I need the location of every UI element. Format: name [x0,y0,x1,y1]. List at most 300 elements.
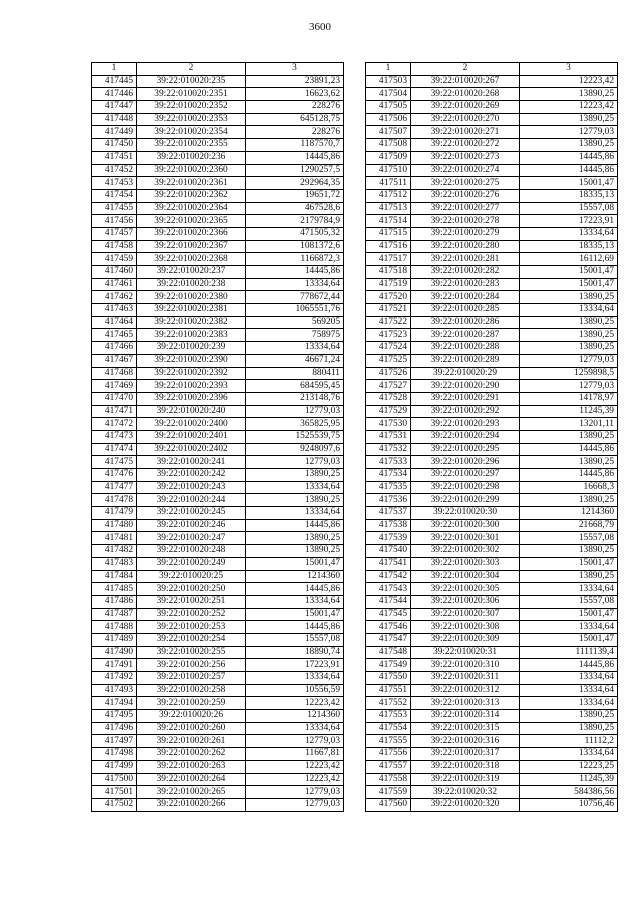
column-header-2: 2 [411,63,520,76]
row-number-cell: 417452 [92,164,137,177]
cadastral-number-cell: 39:22:010020:305 [411,583,520,596]
table-row [366,75,618,88]
table-header-row [366,63,618,76]
row-number-cell: 417485 [92,583,137,596]
row-number-cell: 417480 [92,519,137,532]
table-row [366,456,618,469]
value-cell: 11112,2 [520,735,618,748]
table-row [366,672,618,685]
row-number-cell: 417487 [92,608,137,621]
value-cell: 13890,25 [520,88,618,101]
table-row [92,710,344,723]
cadastral-number-cell: 39:22:010020:286 [411,316,520,329]
row-number-cell: 417524 [366,342,411,355]
cadastral-number-cell: 39:22:010020:258 [137,684,246,697]
cadastral-number-cell: 39:22:010020:316 [411,735,520,748]
table-row [92,583,344,596]
value-cell: 778672,44 [246,291,344,304]
value-cell: 12779,03 [246,405,344,418]
value-cell: 13890,25 [520,342,618,355]
row-number-cell: 417510 [366,164,411,177]
row-number-cell: 417490 [92,646,137,659]
row-number-cell: 417546 [366,621,411,634]
row-number-cell: 417552 [366,697,411,710]
cadastral-number-cell: 39:22:010020:264 [137,773,246,786]
row-number-cell: 417537 [366,507,411,520]
left-table [91,62,344,812]
cadastral-number-cell: 39:22:010020:311 [411,672,520,685]
value-cell: 14445,86 [246,621,344,634]
table-row [366,735,618,748]
cadastral-number-cell: 39:22:010020:276 [411,189,520,202]
value-cell: 1065551,76 [246,304,344,317]
table-row [366,405,618,418]
value-cell: 1214360 [246,710,344,723]
cadastral-number-cell: 39:22:010020:302 [411,545,520,558]
row-number-cell: 417448 [92,113,137,126]
value-cell: 13890,25 [246,469,344,482]
value-cell: 13890,25 [520,722,618,735]
row-number-cell: 417530 [366,418,411,431]
row-number-cell: 417536 [366,494,411,507]
row-number-cell: 417526 [366,367,411,380]
cadastral-number-cell: 39:22:010020:312 [411,684,520,697]
row-number-cell: 417453 [92,177,137,190]
table-row [92,595,344,608]
table-row [92,570,344,583]
row-number-cell: 417514 [366,215,411,228]
value-cell: 14445,86 [246,583,344,596]
table-row [92,684,344,697]
row-number-cell: 417454 [92,189,137,202]
value-cell: 13334,64 [246,342,344,355]
value-cell: 15557,08 [520,532,618,545]
table-row [92,126,344,139]
cadastral-number-cell: 39:22:010020:2383 [137,329,246,342]
cadastral-number-cell: 39:22:010020:239 [137,342,246,355]
table-row [92,164,344,177]
row-number-cell: 417505 [366,101,411,114]
cadastral-number-cell: 39:22:010020:270 [411,113,520,126]
value-cell: 471505,32 [246,227,344,240]
table-row [366,469,618,482]
row-number-cell: 417515 [366,227,411,240]
row-number-cell: 417459 [92,253,137,266]
value-cell: 13334,64 [246,278,344,291]
row-number-cell: 417497 [92,735,137,748]
row-number-cell: 417491 [92,659,137,672]
cadastral-number-cell: 39:22:010020:237 [137,266,246,279]
row-number-cell: 417492 [92,672,137,685]
row-number-cell: 417545 [366,608,411,621]
cadastral-number-cell: 39:22:010020:26 [137,710,246,723]
row-number-cell: 417509 [366,151,411,164]
table-row [366,227,618,240]
row-number-cell: 417523 [366,329,411,342]
value-cell: 12779,03 [246,786,344,799]
cadastral-number-cell: 39:22:010020:2380 [137,291,246,304]
table-row [366,202,618,215]
row-number-cell: 417473 [92,430,137,443]
cadastral-number-cell: 39:22:010020:2361 [137,177,246,190]
value-cell: 13890,25 [520,316,618,329]
table-row [366,722,618,735]
table-row [366,443,618,456]
value-cell: 12223,42 [246,697,344,710]
value-cell: 13334,64 [246,672,344,685]
row-number-cell: 417493 [92,684,137,697]
value-cell: 467528,6 [246,202,344,215]
table-row [366,430,618,443]
cadastral-number-cell: 39:22:010020:29 [411,367,520,380]
cadastral-number-cell: 39:22:010020:296 [411,456,520,469]
row-number-cell: 417451 [92,151,137,164]
value-cell: 12779,03 [520,126,618,139]
value-cell: 12779,03 [520,380,618,393]
row-number-cell: 417479 [92,507,137,520]
table-row [92,240,344,253]
value-cell: 2179784,9 [246,215,344,228]
table-row [366,278,618,291]
row-number-cell: 417520 [366,291,411,304]
row-number-cell: 417468 [92,367,137,380]
value-cell: 13201,11 [520,418,618,431]
row-number-cell: 417466 [92,342,137,355]
row-number-cell: 417516 [366,240,411,253]
table-row [92,557,344,570]
table-row [92,494,344,507]
cadastral-number-cell: 39:22:010020:249 [137,557,246,570]
value-cell: 15557,08 [520,595,618,608]
cadastral-number-cell: 39:22:010020:238 [137,278,246,291]
table-row [92,760,344,773]
table-row [366,418,618,431]
table-row [92,354,344,367]
cadastral-number-cell: 39:22:010020:310 [411,659,520,672]
table-row [92,456,344,469]
value-cell: 13890,25 [520,430,618,443]
cadastral-number-cell: 39:22:010020:293 [411,418,520,431]
cadastral-number-cell: 39:22:010020:292 [411,405,520,418]
value-cell: 15001,47 [520,266,618,279]
table-row [92,748,344,761]
row-number-cell: 417477 [92,481,137,494]
value-cell: 1214360 [246,570,344,583]
row-number-cell: 417542 [366,570,411,583]
cadastral-number-cell: 39:22:010020:2365 [137,215,246,228]
row-number-cell: 417465 [92,329,137,342]
cadastral-number-cell: 39:22:010020:2367 [137,240,246,253]
table-row [92,735,344,748]
table-row [92,646,344,659]
table-row [92,443,344,456]
table-row [366,139,618,152]
cadastral-number-cell: 39:22:010020:242 [137,469,246,482]
value-cell: 21668,79 [520,519,618,532]
table-row [366,113,618,126]
cadastral-number-cell: 39:22:010020:251 [137,595,246,608]
table-row [366,798,618,811]
table-row [366,519,618,532]
table-row [92,88,344,101]
cadastral-number-cell: 39:22:010020:300 [411,519,520,532]
table-row [366,177,618,190]
table-row [92,469,344,482]
table-row [366,392,618,405]
table-row [366,621,618,634]
cadastral-number-cell: 39:22:010020:315 [411,722,520,735]
table-row [92,304,344,317]
cadastral-number-cell: 39:22:010020:301 [411,532,520,545]
row-number-cell: 417525 [366,354,411,367]
table-row [366,316,618,329]
table-row [92,532,344,545]
value-cell: 13334,64 [520,684,618,697]
cadastral-number-cell: 39:22:010020:284 [411,291,520,304]
row-number-cell: 417541 [366,557,411,570]
row-number-cell: 417467 [92,354,137,367]
table-row [366,545,618,558]
table-row [92,139,344,152]
table-row [92,773,344,786]
cadastral-number-cell: 39:22:010020:265 [137,786,246,799]
row-number-cell: 417547 [366,633,411,646]
row-number-cell: 417447 [92,101,137,114]
value-cell: 13334,64 [520,304,618,317]
column-header-3: 3 [520,63,618,76]
table-row [92,722,344,735]
table-row [366,684,618,697]
value-cell: 12779,03 [246,456,344,469]
value-cell: 1187570,7 [246,139,344,152]
value-cell: 16668,3 [520,481,618,494]
row-number-cell: 417528 [366,392,411,405]
row-number-cell: 417495 [92,710,137,723]
row-number-cell: 417558 [366,773,411,786]
row-number-cell: 417513 [366,202,411,215]
cadastral-number-cell: 39:22:010020:269 [411,101,520,114]
table-row [366,748,618,761]
value-cell: 13890,25 [520,329,618,342]
cadastral-number-cell: 39:22:010020:268 [411,88,520,101]
value-cell: 12223,25 [520,760,618,773]
cadastral-number-cell: 39:22:010020:240 [137,405,246,418]
value-cell: 16623,62 [246,88,344,101]
row-number-cell: 417483 [92,557,137,570]
cadastral-number-cell: 39:22:010020:299 [411,494,520,507]
table-row [92,202,344,215]
row-number-cell: 417500 [92,773,137,786]
value-cell: 15001,47 [520,608,618,621]
value-cell: 12779,03 [246,798,344,811]
value-cell: 13890,25 [520,570,618,583]
cadastral-number-cell: 39:22:010020:257 [137,672,246,685]
value-cell: 18335,13 [520,189,618,202]
table-row [92,278,344,291]
row-number-cell: 417470 [92,392,137,405]
value-cell: 14445,86 [520,164,618,177]
cadastral-number-cell: 39:22:010020:252 [137,608,246,621]
cadastral-number-cell: 39:22:010020:2396 [137,392,246,405]
table-row [92,329,344,342]
row-number-cell: 417548 [366,646,411,659]
table-row [366,481,618,494]
table-row [92,621,344,634]
row-number-cell: 417481 [92,532,137,545]
cadastral-number-cell: 39:22:010020:280 [411,240,520,253]
value-cell: 880411 [246,367,344,380]
cadastral-number-cell: 39:22:010020:2353 [137,113,246,126]
table-row [366,101,618,114]
cadastral-number-cell: 39:22:010020:304 [411,570,520,583]
cadastral-number-cell: 39:22:010020:260 [137,722,246,735]
value-cell: 13890,25 [520,139,618,152]
table-row [92,367,344,380]
value-cell: 11245,39 [520,405,618,418]
table-row [366,595,618,608]
value-cell: 213148,76 [246,392,344,405]
value-cell: 13334,64 [520,227,618,240]
cadastral-number-cell: 39:22:010020:2390 [137,354,246,367]
value-cell: 14178,97 [520,392,618,405]
table-row [366,253,618,266]
value-cell: 645128,75 [246,113,344,126]
value-cell: 13334,64 [246,722,344,735]
page-number: 3600 [309,21,331,33]
table-row [366,164,618,177]
cadastral-number-cell: 39:22:010020:25 [137,570,246,583]
table-row [366,494,618,507]
row-number-cell: 417557 [366,760,411,773]
cadastral-number-cell: 39:22:010020:2393 [137,380,246,393]
value-cell: 365825,95 [246,418,344,431]
row-number-cell: 417498 [92,748,137,761]
column-header-1: 1 [92,63,137,76]
cadastral-number-cell: 39:22:010020:282 [411,266,520,279]
column-header-3: 3 [246,63,344,76]
value-cell: 13334,64 [520,672,618,685]
right-table [365,62,618,812]
row-number-cell: 417476 [92,469,137,482]
row-number-cell: 417518 [366,266,411,279]
table-row [366,659,618,672]
row-number-cell: 417507 [366,126,411,139]
table-row [366,570,618,583]
row-number-cell: 417506 [366,113,411,126]
cadastral-number-cell: 39:22:010020:2401 [137,430,246,443]
table-row [366,557,618,570]
value-cell: 13890,25 [246,545,344,558]
row-number-cell: 417458 [92,240,137,253]
cadastral-number-cell: 39:22:010020:283 [411,278,520,291]
table-row [92,659,344,672]
table-row [92,75,344,88]
table-row [92,101,344,114]
cadastral-number-cell: 39:22:010020:2362 [137,189,246,202]
value-cell: 15557,08 [246,633,344,646]
value-cell: 46671,24 [246,354,344,367]
value-cell: 14445,86 [246,266,344,279]
cadastral-number-cell: 39:22:010020:2352 [137,101,246,114]
value-cell: 15001,47 [520,557,618,570]
value-cell: 16112,69 [520,253,618,266]
table-row [92,405,344,418]
cadastral-number-cell: 39:22:010020:267 [411,75,520,88]
row-number-cell: 417486 [92,595,137,608]
row-number-cell: 417472 [92,418,137,431]
value-cell: 1166872,3 [246,253,344,266]
cadastral-number-cell: 39:22:010020:31 [411,646,520,659]
value-cell: 13334,64 [246,595,344,608]
table-row [366,633,618,646]
cadastral-number-cell: 39:22:010020:244 [137,494,246,507]
cadastral-number-cell: 39:22:010020:243 [137,481,246,494]
row-number-cell: 417556 [366,748,411,761]
row-number-cell: 417543 [366,583,411,596]
cadastral-number-cell: 39:22:010020:250 [137,583,246,596]
table-row [92,697,344,710]
value-cell: 18335,13 [520,240,618,253]
table-row [92,633,344,646]
value-cell: 292964,35 [246,177,344,190]
cadastral-number-cell: 39:22:010020:256 [137,659,246,672]
table-row [366,291,618,304]
table-row [92,177,344,190]
table-row [366,88,618,101]
table-row [366,583,618,596]
value-cell: 13890,25 [520,113,618,126]
row-number-cell: 417456 [92,215,137,228]
value-cell: 12223,42 [520,75,618,88]
cadastral-number-cell: 39:22:010020:272 [411,139,520,152]
value-cell: 15557,08 [520,202,618,215]
value-cell: 13334,64 [520,583,618,596]
row-number-cell: 417457 [92,227,137,240]
table-header-row [92,63,344,76]
table-row [366,240,618,253]
table-row [92,798,344,811]
table-row [92,151,344,164]
row-number-cell: 417446 [92,88,137,101]
row-number-cell: 417501 [92,786,137,799]
row-number-cell: 417544 [366,595,411,608]
cadastral-number-cell: 39:22:010020:2400 [137,418,246,431]
value-cell: 14445,86 [520,443,618,456]
row-number-cell: 417554 [366,722,411,735]
value-cell: 12779,03 [246,735,344,748]
row-number-cell: 417474 [92,443,137,456]
table-row [92,481,344,494]
cadastral-number-cell: 39:22:010020:317 [411,748,520,761]
value-cell: 14445,86 [520,151,618,164]
table-row [366,342,618,355]
table-row [366,773,618,786]
value-cell: 569205 [246,316,344,329]
value-cell: 15001,47 [246,557,344,570]
cadastral-number-cell: 39:22:010020:290 [411,380,520,393]
row-number-cell: 417534 [366,469,411,482]
row-number-cell: 417488 [92,621,137,634]
table-row [366,151,618,164]
table-row [92,545,344,558]
row-number-cell: 417494 [92,697,137,710]
value-cell: 13890,25 [520,494,618,507]
value-cell: 15001,47 [520,633,618,646]
table-row [92,786,344,799]
cadastral-number-cell: 39:22:010020:271 [411,126,520,139]
table-row [366,354,618,367]
cadastral-number-cell: 39:22:010020:274 [411,164,520,177]
